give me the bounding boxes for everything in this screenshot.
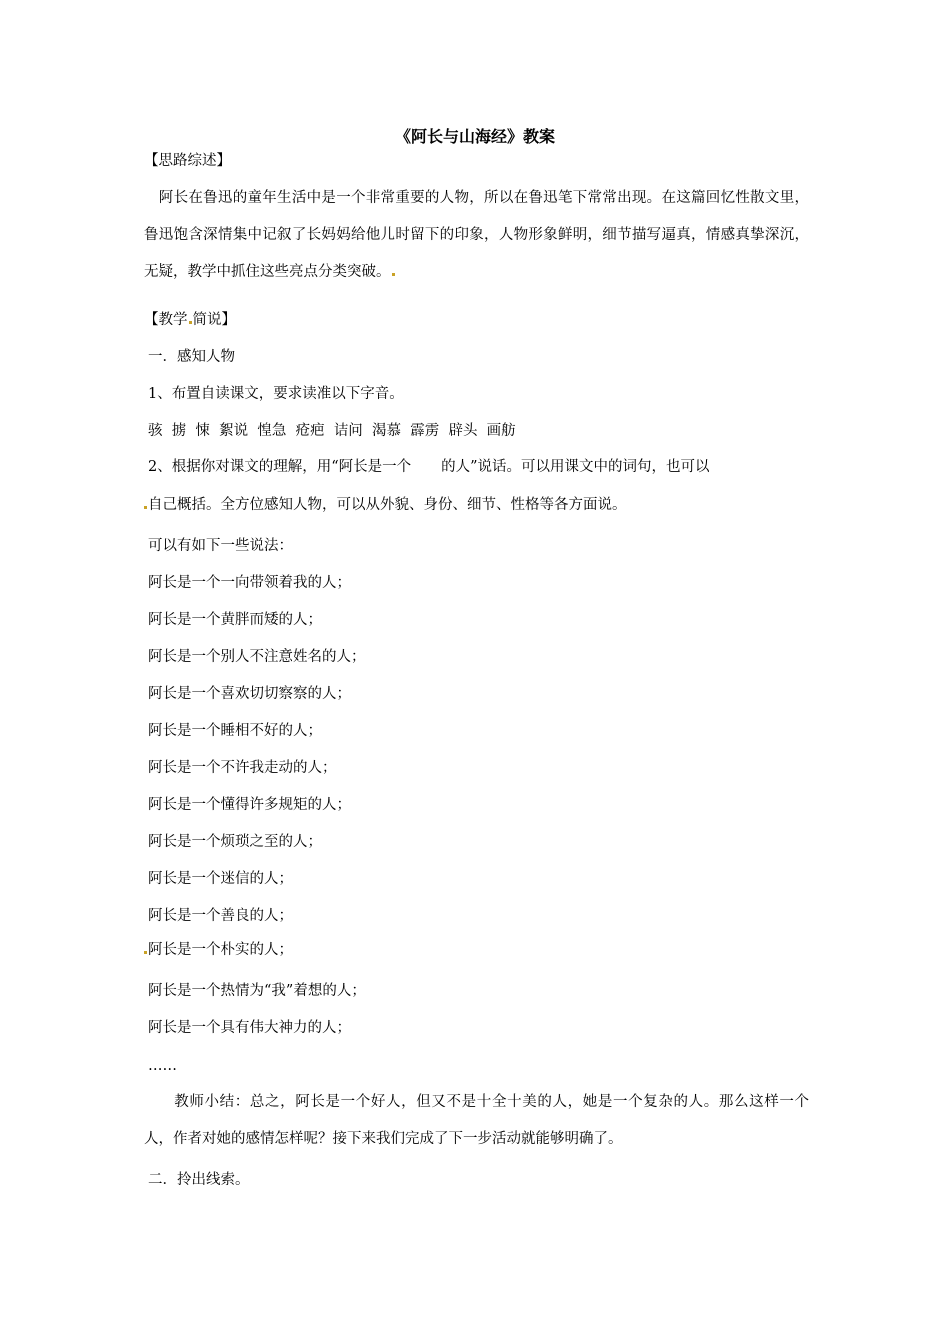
approach-text: 阿长在鲁迅的童年生活中是一个非常重要的人物，所以在鲁迅笔下常常出现。在这篇回忆性散文里，鲁迅饱含深情集中记叙了长妈妈给他儿时留下的印象，人物形象鲜明，细节描写逼真，情感真挚深沉，无疑，教学中抓住这些亮点分类突破。	[144, 190, 809, 280]
task2-text-a: 2、根据你对课文的理解，用“阿长是一个	[148, 459, 412, 475]
statement-item: 阿长是一个不许我走动的人；	[148, 760, 337, 776]
vocab-list: 骇 掳 悚 絮说 惶急 疮疤 诘问 渴慕 霹雳 辟头 画舫	[148, 423, 516, 439]
part1-heading: 一．感知人物	[148, 349, 235, 365]
approach-paragraph	[144, 180, 809, 291]
statement-item: 阿长是一个善良的人；	[148, 908, 293, 924]
statement-item-with-mark	[143, 940, 293, 960]
statement-item: 阿长是一个懂得许多规矩的人；	[148, 797, 351, 813]
statement-item: 阿长是一个迷信的人；	[148, 871, 293, 887]
task1-text: 1、布置自读课文，要求读准以下字音。	[148, 386, 404, 402]
statement-item: 阿长是一个烦琐之至的人；	[148, 834, 322, 850]
section-heading-teaching-part-b: 简说】	[192, 312, 236, 328]
section-heading-teaching	[144, 310, 236, 330]
teacher-summary: 教师小结：总之，阿长是一个好人，但又不是十全十美的人，她是一个复杂的人。那么这样一个人，作者对她的感情怎样呢？接下来我们完成了下一步活动就能够明确了。	[144, 1094, 809, 1147]
statement-item: 阿长是一个喜欢切切察察的人；	[148, 686, 351, 702]
statement-item: 阿长是一个睡相不好的人；	[148, 723, 322, 739]
ellipsis: ……	[148, 1058, 177, 1074]
statement-item: 阿长是一个朴实的人；	[148, 942, 293, 958]
document-title: 《阿长与山海经》教案	[394, 127, 555, 146]
statement-item: 阿长是一个一向带领着我的人；	[148, 575, 351, 591]
section-heading-approach: 【思路综述】	[144, 153, 231, 169]
edit-mark-icon	[144, 951, 147, 954]
statement-item: 阿长是一个具有伟大神力的人；	[148, 1020, 351, 1036]
task2-line1	[148, 457, 710, 477]
edit-mark-icon	[392, 273, 395, 276]
examples-intro: 可以有如下一些说法：	[148, 538, 293, 554]
part2-heading: 二．拎出线索。	[148, 1172, 250, 1188]
task2-line2	[143, 495, 627, 515]
section-heading-teaching-part-a: 【教学	[144, 312, 188, 328]
edit-mark-icon	[144, 506, 147, 509]
statement-item: 阿长是一个别人不注意姓名的人；	[148, 649, 366, 665]
statement-item: 阿长是一个黄胖而矮的人；	[148, 612, 322, 628]
task2-text-c: 自己概括。全方位感知人物，可以从外貌、身份、细节、性格等各方面说。	[148, 497, 627, 513]
task2-text-b: 的人”说话。可以用课文中的词句，也可以	[441, 459, 710, 475]
statement-item: 阿长是一个热情为“我”着想的人；	[148, 983, 366, 999]
edit-mark-icon	[189, 321, 192, 324]
